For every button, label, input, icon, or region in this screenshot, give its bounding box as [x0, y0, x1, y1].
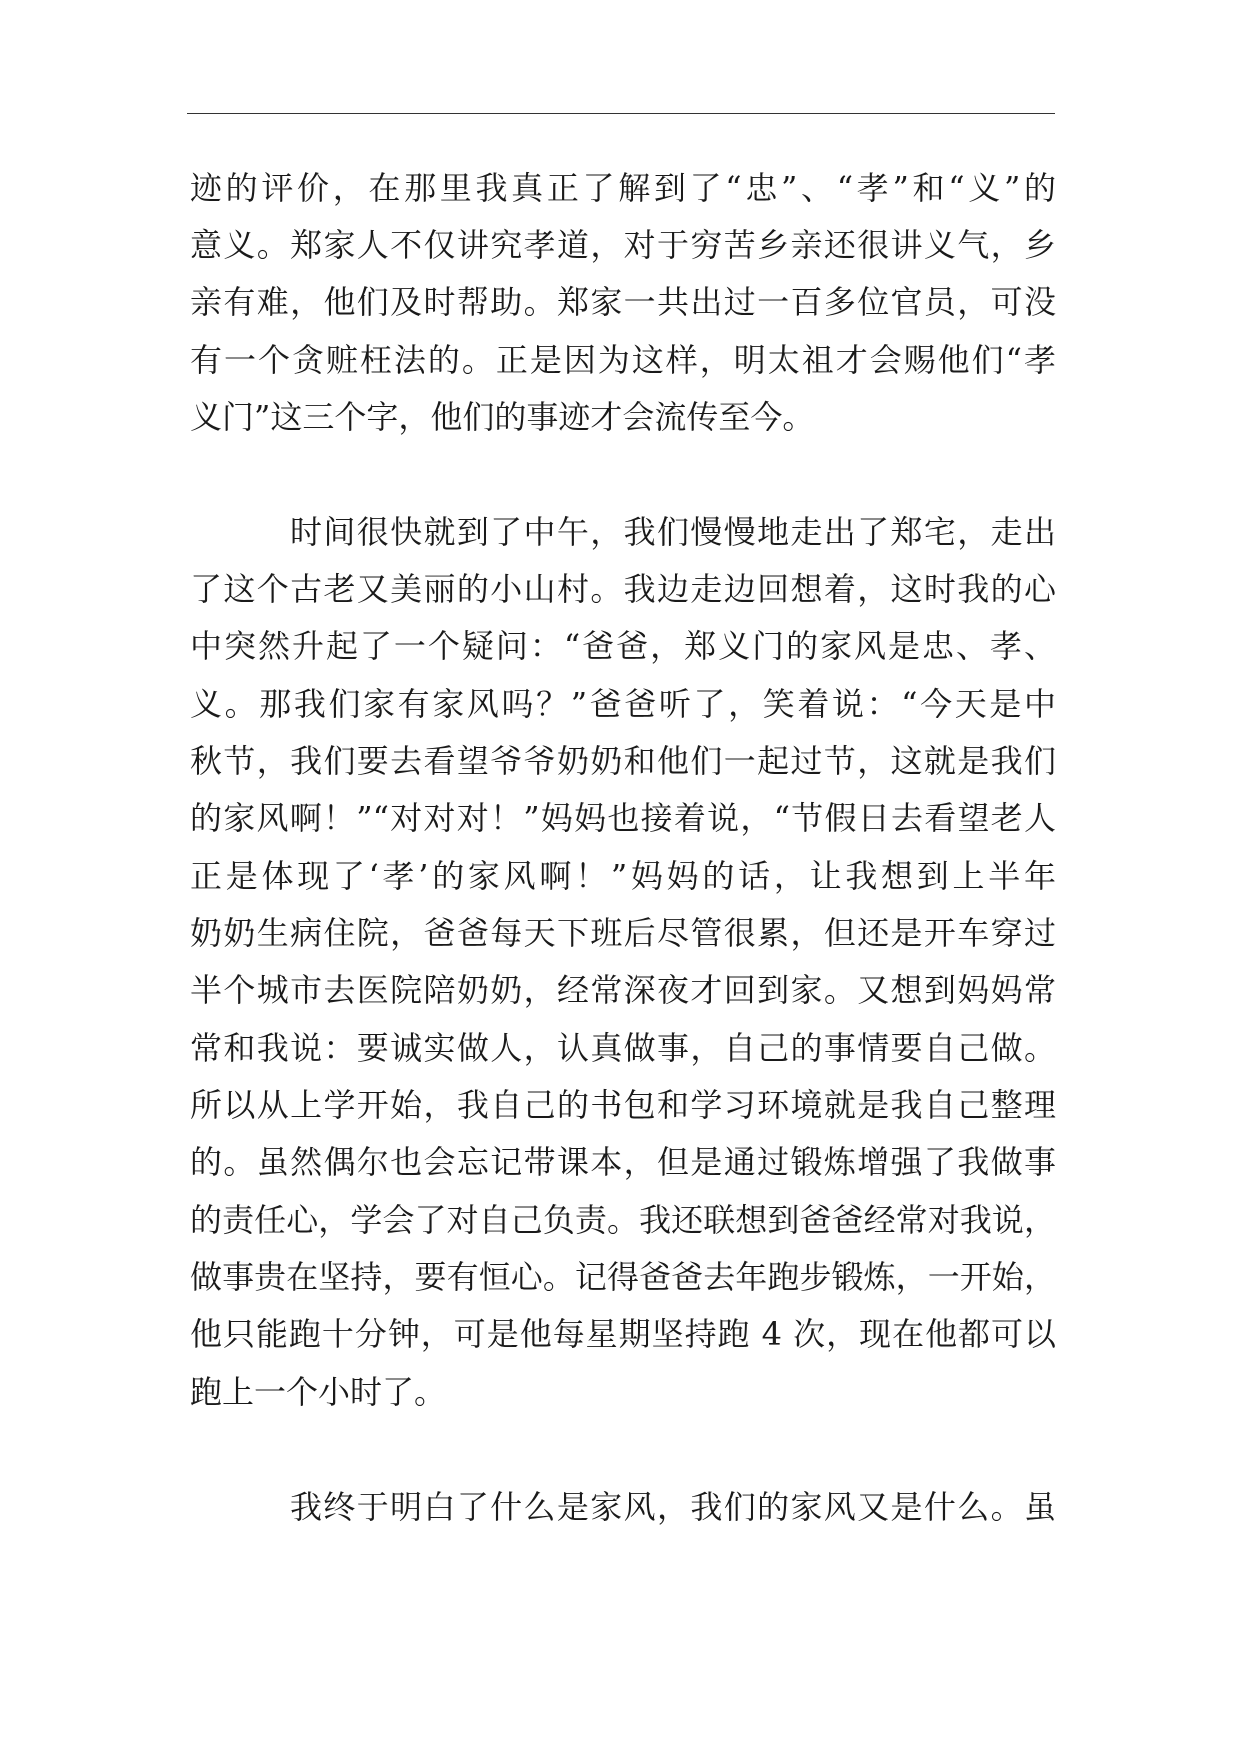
- text-line: 亲有难，他们及时帮助。郑家一共出过一百多位官员，可没: [190, 283, 1056, 321]
- text-line: 跑上一个小时了。: [190, 1373, 447, 1411]
- text-line: 义。那我们家有家风吗？”爸爸听了，笑着说：“今天是中: [190, 685, 1056, 723]
- text-line: 的。虽然偶尔也会忘记带课本，但是通过锻炼增强了我做事: [190, 1143, 1056, 1181]
- text-line: 秋节，我们要去看望爷爷奶奶和他们一起过节，这就是我们: [190, 742, 1056, 780]
- text-line: 时间很快就到了中午，我们慢慢地走出了郑宅，走出: [290, 513, 1056, 551]
- header-rule: [187, 113, 1055, 114]
- text-line: 的责任心，学会了对自己负责。我还联想到爸爸经常对我说，: [190, 1201, 1056, 1239]
- text-line: 他只能跑十分钟，可是他每星期坚持跑 4 次，现在他都可以: [190, 1315, 1056, 1353]
- text-line: 义门”这三个字，他们的事迹才会流传至今。: [190, 398, 815, 436]
- text-line: 了这个古老又美丽的小山村。我边走边回想着，这时我的心: [190, 570, 1056, 608]
- text-line: 做事贵在坚持，要有恒心。记得爸爸去年跑步锻炼，一开始，: [190, 1258, 1056, 1296]
- text-line: 有一个贪赃枉法的。正是因为这样，明太祖才会赐他们“孝: [190, 341, 1056, 379]
- text-line: 我终于明白了什么是家风，我们的家风又是什么。虽: [290, 1488, 1056, 1526]
- text-line: 半个城市去医院陪奶奶，经常深夜才回到家。又想到妈妈常: [190, 971, 1056, 1009]
- text-line: 的家风啊！”“对对对！”妈妈也接着说，“节假日去看望老人: [190, 799, 1056, 837]
- text-line: 意义。郑家人不仅讲究孝道，对于穷苦乡亲还很讲义气，乡: [190, 226, 1056, 264]
- text-line: 迹的评价，在那里我真正了解到了“忠”、“孝”和“义”的: [190, 169, 1056, 207]
- text-line: 中突然升起了一个疑问：“爸爸，郑义门的家风是忠、孝、: [190, 627, 1056, 665]
- text-line: 常和我说：要诚实做人，认真做事，自己的事情要自己做。: [190, 1029, 1056, 1067]
- text-line: 正是体现了‘孝’的家风啊！”妈妈的话，让我想到上半年: [190, 857, 1056, 895]
- text-line: 奶奶生病住院，爸爸每天下班后尽管很累，但还是开车穿过: [190, 914, 1056, 952]
- text-line: 所以从上学开始，我自己的书包和学习环境就是我自己整理: [190, 1086, 1056, 1124]
